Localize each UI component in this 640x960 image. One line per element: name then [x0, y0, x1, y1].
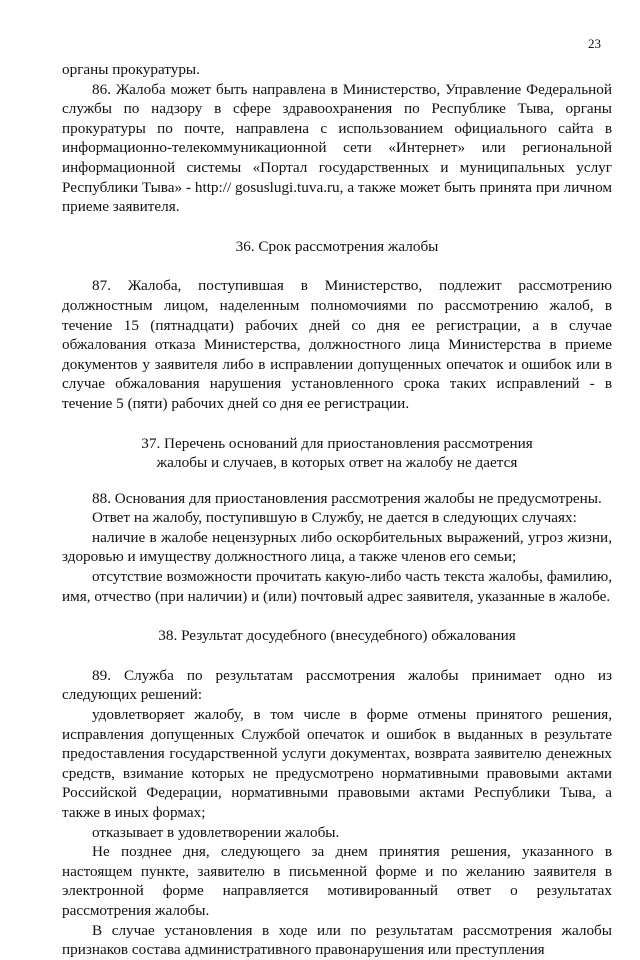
- spacer: [62, 414, 612, 434]
- spacer: [62, 256, 612, 276]
- paragraph-87: 87. Жалоба, поступившая в Министерство, подлежит рассмотрению должностным лицом, наделенным полномочиями по рассмотрению жалоб, в течение 15 (пятнадцати) рабочих дней со дня ее регистрации, а в случае обжалования отказа Министерства, должностного лица Министерства в приеме документов у заявителя либо в исправлении допущенных опечаток и ошибок или в случае обжалования нарушения установленного срока таких исправлений - в течение 5 (пяти) рабочих дней со дня ее регистрации.: [62, 277, 612, 412]
- paragraph-88-c: наличие в жалобе нецензурных либо оскорбительных выражений, угроз жизни, здоровью и имуществу должностного лица, а также членов его семьи;: [62, 528, 612, 566]
- heading-38: 38. Результат досудебного (внесудебного) обжалования: [158, 627, 516, 645]
- paragraph-89-c: отказывает в удовлетворении жалобы.: [92, 823, 340, 841]
- spacer: [62, 646, 612, 666]
- paragraph-89-b: удовлетворяет жалобу, в том числе в форме отмены принятого решения, исправления допущенных Службой опечаток и ошибок в выданных в результате предоставления государственной услуги документах, возврата заявителю денежных средств, взимание которых не предусмотрено нормативными правовыми актами Российской Федерации, нормативными правовыми актами Республики Тыва, а также в иных формах;: [62, 706, 612, 821]
- heading-37-line-1: 37. Перечень оснований для приостановления рассмотрения: [141, 434, 533, 452]
- paragraph-intro: органы прокуратуры.: [62, 61, 200, 78]
- spacer: [62, 606, 612, 626]
- paragraph-86: 86. Жалоба может быть направлена в Министерство, Управление Федеральной службы по надзору в сфере здравоохранения по Республике Тыва, органы прокуратуры по почте, направлена с использованием официального сайта в информационно-телекоммуникационной сети «Интернет» или региональной информационной системы «Портал государственных и муниципальных услуг Республики Тыва» - http:// gosuslugi.tuva.ru, а также может быть принята при личном приеме заявителя.: [62, 80, 612, 216]
- page-number: 23: [588, 36, 601, 51]
- spacer: [62, 217, 612, 237]
- paragraph-88-d: отсутствие возможности прочитать какую-либо часть текста жалобы, фамилию, имя, отчество (при наличии) и (или) почтовый адрес заявителя, указанные в жалобе.: [62, 568, 612, 605]
- heading-37-line-2: жалобы и случаев, в которых ответ на жалобу не дается: [156, 454, 518, 472]
- spacer: [62, 473, 612, 489]
- heading-36: 36. Срок рассмотрения жалобы: [235, 237, 439, 255]
- document-body: [62, 60, 612, 960]
- paragraph-88-b: Ответ на жалобу, поступившую в Службу, не дается в следующих случаях:: [92, 509, 577, 527]
- paragraph-89-d: Не позднее дня, следующего за днем принятия решения, указанного в настоящем пункте, заявителю в письменной форме и по желанию заявителя в электронной форме направляется мотивированный ответ о результатах рассмотрения жалобы.: [62, 843, 612, 919]
- paragraph-89: 89. Служба по результатам рассмотрения жалобы принимает одно из следующих решений:: [62, 666, 612, 704]
- paragraph-88: 88. Основания для приостановления рассмотрения жалобы не предусмотрены.: [92, 489, 602, 507]
- paragraph-89-e: В случае установления в ходе или по результатам рассмотрения жалобы признаков состава административного правонарушения или преступления: [62, 921, 612, 959]
